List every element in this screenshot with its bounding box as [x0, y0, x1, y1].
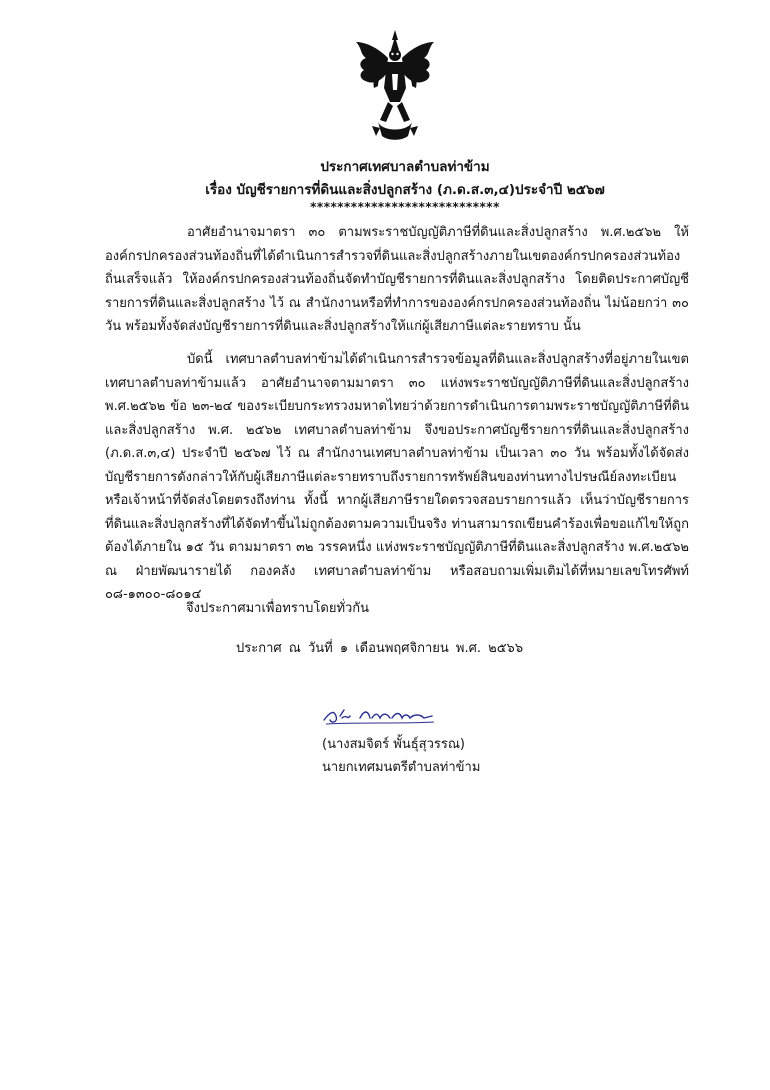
announcement-date: ประกาศ ณ วันที่ ๑ เดือนพฤศจิกายน พ.ศ. ๒๕๖๖ [236, 641, 524, 656]
body-paragraph-2: บัดนี้ เทศบาลตำบลท่าข้ามได้ดำเนินการสำรวจข้อมูลที่ดินและสิ่งปลูกสร้างที่อยู่ภายในเขตเทศบาลตำบลท่าข้ามแล้ว อาศัยอำนาจตามมาตรา ๓๐ แห่งพระราชบัญญัติภาษีที่ดินและสิ่งปลูกสร้าง พ.ศ.๒๕๖๒ ข้อ ๒๓-๒๔ ของระเบียบกระทรวงมหาดไทยว่าด้วยการดำเนินการตามพระราชบัญญัติภาษีที่ดินและสิ่งปลูกสร้าง พ.ศ. ๒๕๖๒ เทศบาลตำบลท่าข้าม จึงขอประกาศบัญชีรายการที่ดินและสิ่งปลูกสร้าง (ภ.ด.ส.๓,๔) ประจำปี ๒๕๖๗ ไว้ ณ สำนักงานเทศบาลตำบลท่าข้าม เป็นเวลา ๓๐ วัน พร้อมทั้งได้จัดส่งบัญชีรายการดังกล่าวให้กับผู้เสียภาษีแต่ละรายทราบถึงรายการทรัพย์สินของท่านทางไปรษณีย์ลงทะเบียนหรือเจ้าหน้าที่จัดส่งโดยตรงถึงท่าน ทั้งนี้ หากผู้เสียภาษีรายใดตรวจสอบรายการแล้ว เห็นว่าบัญชีรายการที่ดินและสิ่งปลูกสร้างที่ได้จัดทำขึ้นไม่ถูกต้องตามความเป็นจริง ท่านสามารถเขียนคำร้องเพื่อขอแก้ไขให้ถูกต้องได้ภายใน ๑๕ วัน ตามมาตรา ๓๒ วรรคหนึ่ง แห่งพระราชบัญญัติภาษีที่ดินและสิ่งปลูกสร้าง พ.ศ.๒๕๖๒ ณ ฝ่ายพัฒนารายได้ กองคลัง เทศบาลตำบลท่าข้าม หรือสอบถามเพิ่มเติมได้ที่หมายเลขโทรศัพท์ ๐๘-๑๓๐๐-๘๐๑๔ [105, 352, 689, 602]
garuda-emblem-icon [352, 28, 438, 143]
signatory-name: (นางสมจิตร์ พั้นธุ์สุวรรณ) [322, 737, 466, 752]
announcement-title: ประกาศเทศบาลตำบลท่าข้าม [320, 159, 490, 175]
handwritten-signature [320, 702, 438, 728]
announcement-subject: เรื่อง บัญชีรายการที่ดินและสิ่งปลูกสร้าง (ภ.ด.ส.๓,๔)ประจำปี ๒๕๖๗ [205, 182, 605, 198]
title-divider: **************************** [310, 200, 500, 214]
body-paragraph-1: อาศัยอำนาจมาตรา ๓๐ ตามพระราชบัญญัติภาษีที่ดินและสิ่งปลูกสร้าง พ.ศ.๒๕๖๒ ให้องค์กรปกครองส่วนท้องถิ่นที่ได้ดำเนินการสำรวจที่ดินและสิ่งปลูกสร้างภายในเขตองค์กรปกครองส่วนท้องถิ่นเสร็จแล้ว ให้องค์กรปกครองส่วนท้องถิ่นจัดทำบัญชีรายการที่ดินและสิ่งปลูกสร้าง โดยติดประกาศบัญชีรายการที่ดินและสิ่งปลูกสร้าง ไว้ ณ สำนักงานหรือที่ทำการขององค์กรปกครองส่วนท้องถิ่น ไม่น้อยกว่า ๓๐ วัน พร้อมทั้งจัดส่งบัญชีรายการที่ดินและสิ่งปลูกสร้างให้แก่ผู้เสียภาษีแต่ละรายทราบ นั้น [105, 225, 689, 334]
signatory-position: นายกเทศมนตรีตำบลท่าข้าม [322, 760, 481, 775]
closing-statement: จึงประกาศมาเพื่อทราบโดยทั่วกัน [186, 601, 370, 616]
